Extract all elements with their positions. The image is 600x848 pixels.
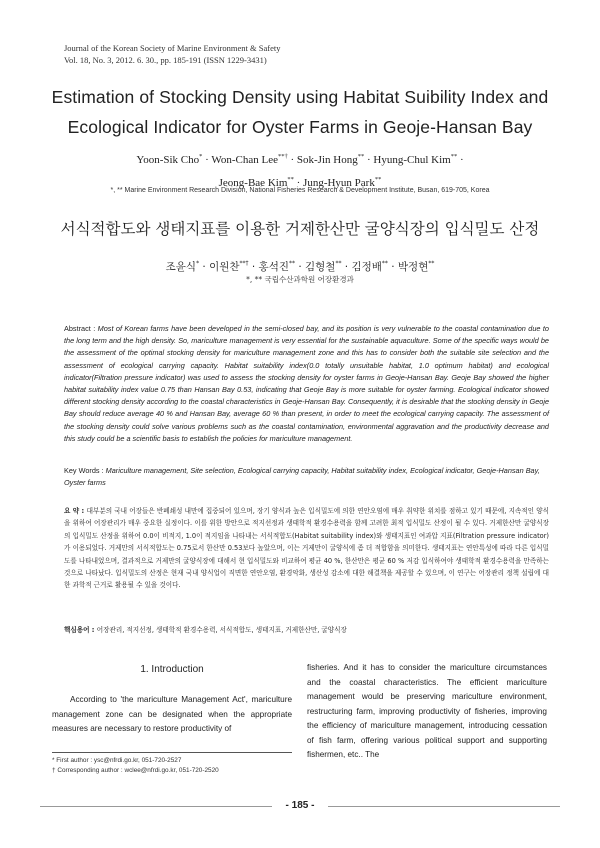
title-line-2: Ecological Indicator for Oyster Farms in Geoje-Hansan Bay: [67, 117, 533, 137]
keywords-text: Mariculture management, Site selection, Ecological carrying capacity, Habitat suitability index, Ecological indicator, Geoje-Hansan Bay, Oyster farms: [64, 466, 540, 488]
author-line-1: [40, 147, 560, 170]
korean-abstract-label: 요 약 :: [64, 507, 87, 515]
author-mark: **†: [277, 153, 288, 160]
author-separator: ·: [287, 154, 297, 166]
author-name: 이원찬: [209, 261, 240, 273]
abstract-label: Abstract :: [64, 324, 98, 333]
keywords: [64, 465, 549, 489]
paper-title: [40, 82, 560, 142]
author-mark: **: [374, 176, 382, 183]
journal-header: [64, 42, 280, 66]
author-name: 박정현: [397, 261, 429, 273]
body-right-column: fisheries. And it has to consider the mariculture circumstances and the coastal characteristics. The efficient mariculture management would be preserving mariculture environment, restructuring farm, improving productivity of fisheries, improving the efficiency of mariculture management, introducing cessation of fish farm, offering various political support and supporting fishermen, etc.. The: [307, 663, 547, 759]
keywords-label: Key Words :: [64, 466, 106, 475]
korean-affiliation: *, ** 국립수산과학원 어장환경과: [246, 275, 354, 284]
author-name: Won-Chan Lee: [211, 154, 278, 166]
author-name: Sok-Jin Hong: [296, 154, 358, 166]
author-name: 김정배: [351, 261, 382, 273]
author-name: Jung-Hyun Park: [303, 177, 375, 189]
author-name: Hyung-Chul Kim: [373, 154, 451, 166]
author-separator: ·: [294, 261, 305, 273]
author-mark: **: [450, 153, 458, 160]
author-separator: ·: [457, 154, 464, 166]
footnote-first-author: * First author : ysc@nfrdi.go.kr, 051-720-2527: [52, 757, 182, 764]
author-name: Yoon-Sik Cho: [136, 154, 200, 166]
abstract: [64, 323, 549, 445]
author-separator: ·: [293, 177, 304, 189]
author-mark: **: [381, 260, 388, 267]
footnote-divider: [52, 752, 292, 753]
section-heading: 1. Introduction: [140, 664, 204, 675]
korean-keywords-label: 핵심용어 :: [64, 626, 97, 634]
author-mark: **†: [239, 260, 249, 267]
author-mark: **: [357, 153, 365, 160]
abstract-text: Most of Korean farms have been developed in the semi-closed bay, and its position is very vulnerable to the coastal contamination due to the long term and the high density. So, mariculture management is very essential for the sustainable aquaculture. Some of the specific ways would be the assessment of the optimal stocking density for mariculture management zone and this has to consider both the suitable site selection and the assessment of ecological carrying capacity. Habitat suitability index(0.0 totally unsuitable habitat, 1.0 optimum habitat) and ecological indicator(Filtration pressure indicator) was used to assess the stocking density for oyster farms in Geoje-Hansan Bay. Geoje Bay showed the higher habitat suitability index value 0.75 than Hansan Bay 0.53, indicating that Geoje Bay is more suitable for oyster farming. Ecological indicator showed different stocking density according to the coastal characteristics in Geoje-Hansan Bay. Consequently, it is desirable that the stocking density in Geoje Bay should reduce average 40 % and Hansan Bay, average 60 % than present, in order to meet the ecological carrying capacity. The assessment of the stocking density could solve various problems such as the coastal contamination, environmental aggravation and the productivity decrease and this study could be a scientific basis to establish the policies for mariculture management.: [64, 324, 549, 443]
author-separator: ·: [199, 261, 210, 273]
author-separator: ·: [202, 154, 212, 166]
journal-volume: Vol. 18, No. 3, 2012. 6. 30., pp. 185-191 (ISSN 1229-3431): [64, 55, 267, 65]
author-name: 김형철: [305, 261, 336, 273]
page-number-rule-right: [328, 806, 560, 807]
korean-author-list: [40, 256, 560, 275]
author-mark: **: [288, 260, 295, 267]
footnotes: [52, 756, 302, 776]
author-separator: ·: [387, 261, 398, 273]
korean-keywords-text: 어장관리, 적지선정, 생태학적 환경수용력, 서식적합도, 생태지표, 거제한산만, 굴양식장: [96, 626, 347, 634]
author-separator: ·: [248, 261, 259, 273]
author-mark: **: [428, 260, 435, 267]
footnote-corresponding-author: † Corresponding author : wclee@nfrdi.go.kr, 051-720-2520: [52, 767, 219, 774]
author-name: 홍석진: [258, 261, 289, 273]
author-mark: *: [196, 260, 200, 267]
korean-abstract: [64, 505, 549, 592]
korean-keywords: [64, 625, 549, 636]
author-mark: *: [199, 153, 203, 160]
korean-title: 서식적합도와 생태지표를 이용한 거제한산만 굴양식장의 입식밀도 산정: [60, 220, 540, 238]
author-separator: ·: [364, 154, 374, 166]
body-left-column: According to 'the mariculture Management Act', mariculture management zone can be designated when the appropriate measures are necessary to restore productivity of: [52, 695, 292, 733]
title-line-1: Estimation of Stocking Density using Habitat Suibility Index and: [51, 87, 549, 107]
korean-abstract-text: 대부분의 국내 어장들은 반폐쇄성 내만에 집중되어 있으며, 장기 양식과 높은 입식밀도에 의한 연안오염에 매우 취약한 위치를 점하고 있기 때문에, 지속적인 양식을 위하여 어장관리가 매우 중요한 실정이다. 이를 위한 방안으로 적지선정과 생태학적 환경수용력을 함께 고려한 최적 입식밀도 산정이 될 수 있다. 거제한산만 굴양식장의 입식밀도 산정을 위하여 0.0이 비적지, 1.0이 적지임을 나타내는 서식적합도(Habitat suitability index)와 생태지표인 여과압 지표(Filtration pressure indicator)가 이용되었다. 거제만의 서식적합도는 0.75로서 한산만 0.53보다 높았으며, 이는 거제만이 굴양식에 좀 더 적합함을 의미한다. 생태지표는 연안특성에 따라 다른 입식밀도를 나타내었으며, 결과적으로 거제만의 굴양식장에 대해서 현 입식밀도와 비교하여 평균 40 %, 한산만은 평균 60 % 저감 입식하여야 생태학적 환경수용력을 만족하는 것으로 나타났다. 입식밀도의 산정은 현재 국내 양식업이 직면한 연안오염, 환경악화, 생산성 감소에 대한 해결책을 제공할 수 있으며, 이 연구는 어장관리 정책 설립에 대한 과학적 근거로 활용될 수 있을 것이다.: [64, 507, 549, 590]
affiliation: *, ** Marine Environment Research Division, National Fisheries Research & Development Institute, Busan, 619-705, Korea: [110, 187, 490, 194]
author-name: 조윤식: [165, 261, 197, 273]
author-separator: ·: [341, 261, 352, 273]
journal-name: Journal of the Korean Society of Marine Environment & Safety: [64, 43, 281, 53]
author-mark: **: [287, 176, 294, 183]
author-name: Jeong-Bae Kim: [218, 177, 288, 189]
page-number: - 185 -: [285, 800, 315, 811]
author-mark: **: [335, 260, 342, 267]
